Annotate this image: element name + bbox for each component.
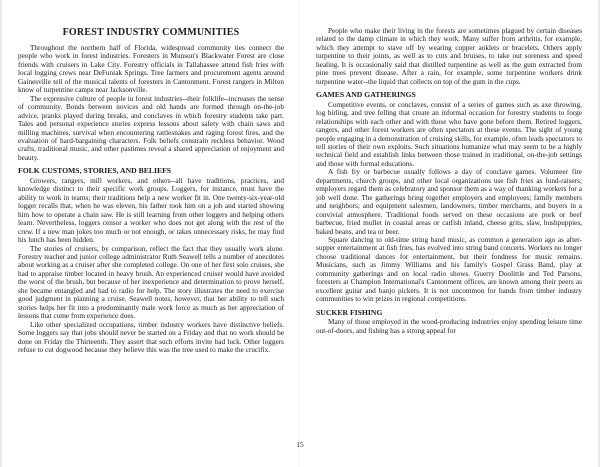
section-heading-games: GAMES AND GATHERINGS (316, 90, 416, 100)
section-heading-folk-customs: FOLK CUSTOMS, STORIES, AND BELIEFS (18, 166, 172, 176)
page-title: FOREST INDUSTRY COMMUNITIES (62, 27, 240, 38)
games-paragraph-3: Square dancing to old-time string band music, as common a generation ago as after-supper entertainment at fish fries, has evolved into string band concerts. Workers no longer choose traditional dances for entertainment, but their fondness for music remains. Musicians, such as Jimmy Williams and his family's Gospel Grass Band, play at community gatherings and on local radio shows. Guerry Doolittle and Ted Parsons, foresters at Champion International's Cantonment offices, are known among their peers as excellent guitar and banjo pickers. It is not uncommon for bands from timber industry communities to win prizes in regional competitions. (316, 236, 582, 304)
page-number: 15 (296, 440, 304, 449)
diseases-paragraph: People who make their living in the forests are sometimes plagued by certain diseases related to the damp climate in which they work. Many suffer from arthritis, for example, which they attempt to stave off by wearing copper anklets or bracelets. Others apply turpentine to their joints, as well as to cuts and bruises, to take out soreness and speed healing. It is occasionally said that distilled turpentine as well as the gum extracted from pine trees prevent disease. After a rain, for example, some turpentine workers drink turpentine water--the liquid that collects on top of the gum in the cups. (316, 27, 582, 86)
sucker-fishing-paragraph-1: Many of those employed in the wood-producing industries enjoy spending leisure time out-of-doors, and fishing has a strong appeal for (316, 318, 582, 335)
left-column (18, 27, 284, 354)
intro-paragraph-2: The expressive culture of people in forest industries--their folklife--increases the sense of community. Bonds between novices and old hands are formed through on-the-job advice, pranks played during breaks, and conclaves in which forestry students take part. Tales and personal experience stories express lessons about safety with chain saws and milling machines, survival when encountering rattlesnakes and raging forest fires, and the evaluation of hard-bargaining characters. Folk beliefs constrain reckless behavior. Wood crafts, traditional music, and other pastimes reveal a shared appreciation of enjoyment and beauty. (18, 94, 284, 162)
folk-customs-paragraph-3: Like other specialized occupations, timber industry workers have distinctive beliefs. Some loggers say that jobs should never be started on a Friday and that no work should be done on Friday the Thirteenth. They assert that such efforts invite bad luck. Other loggers refuse to cut dogwood because they believe this was the tree used to make the crucifix. (18, 320, 284, 354)
center-gutter (299, 0, 300, 467)
games-paragraph-1: Competitive events, or conclaves, consist of a series of games such as axe throwing, log birling, and tree felling that create an informal occasion for forestry students to forge relationships with each other and with those who have gone before them. Retired loggers, rangers, and other forest workers are often spectators at these events. The sight of young people engaging in a demonstration of cruising skills, for example, often leads spectators to tell stories of their own exploits. Such situations humanize what may seem to be a highly technical field and establish links between those trained in traditional, on-the-job settings and those with formal educations. (316, 100, 582, 168)
right-column (316, 27, 582, 335)
games-paragraph-2: A fish fry or barbecue usually follows a day of conclave games. Volunteer fire departments, church groups, and other local organizations use fish fries as fund-raisers; employers regard them as celebratory and sponsor them as a way of thanking workers for a job well done. The gatherings bring together employers and employees; family members and neighbors; and equipment salesmen, landowners, timber merchants, and buyers in a convivial atmosphere. Traditional foods served on these occasions are pork or beef barbecue, fried mullet in coastal areas or catfish inland, cheese grits, slaw, hushpuppies, baked beans, and tea or beer. (316, 168, 582, 236)
intro-paragraph-1: Throughout the northern half of Florida, widespread community ties connect the people who work in forest industries. Foresters in Munson's Blackwater Forest are close friends with cruisers in Lake City. Forestry officials in Tallahassee attend fish fries with local logging crews near DeFuniak Springs. Tree farmers and procurement agents around Gainesville tell of the musical talents of foresters in Cantonment. Forest rangers in Milton know of turpentine camps near Jacksonville. (18, 44, 284, 95)
page-edge-left (0, 0, 2, 467)
folk-customs-paragraph-1: Growers, rangers, mill workers, and others--all have traditions, practices, and knowledge distinct to their specific work groups. Loggers, for instance, must have the ability to work in teams; their traditions help a new worker fit in. One twenty-six-year-old logger recalls that, when he was eleven, his father took him on a job and started showing him how to operate a chain saw. He is still learning from other loggers and helping others learn. Nevertheless, loggers censor a worker who does not get along with the rest of the crew. If a new man jokes too much or not enough, or takes unnecessary risks, he may find his lunch has been hidden. (18, 176, 284, 245)
section-heading-sucker-fishing: SUCKER FISHING (316, 307, 383, 317)
folk-customs-paragraph-2: The stories of cruisers, by comparison, reflect the fact that they usually work alone. Forestry teacher and junior college administrator Ruth Seawell tells a number of anecdotes about working as a cruiser after she completed college. On one of her first solo cruises, she had to appraise timber located in heavy brush. An experienced cruiser would have avoided the worst of the brush, but because of her inexperience and determination to prove herself, she became entangled and had to radio for help. The story illustrates the need to exercise good judgment in planning a cruise. Seawell notes, however, that her ability to tell such stories helps her fit into a predominantly male work force as much as her appreciation of lessons that come from experience does. (18, 244, 284, 321)
